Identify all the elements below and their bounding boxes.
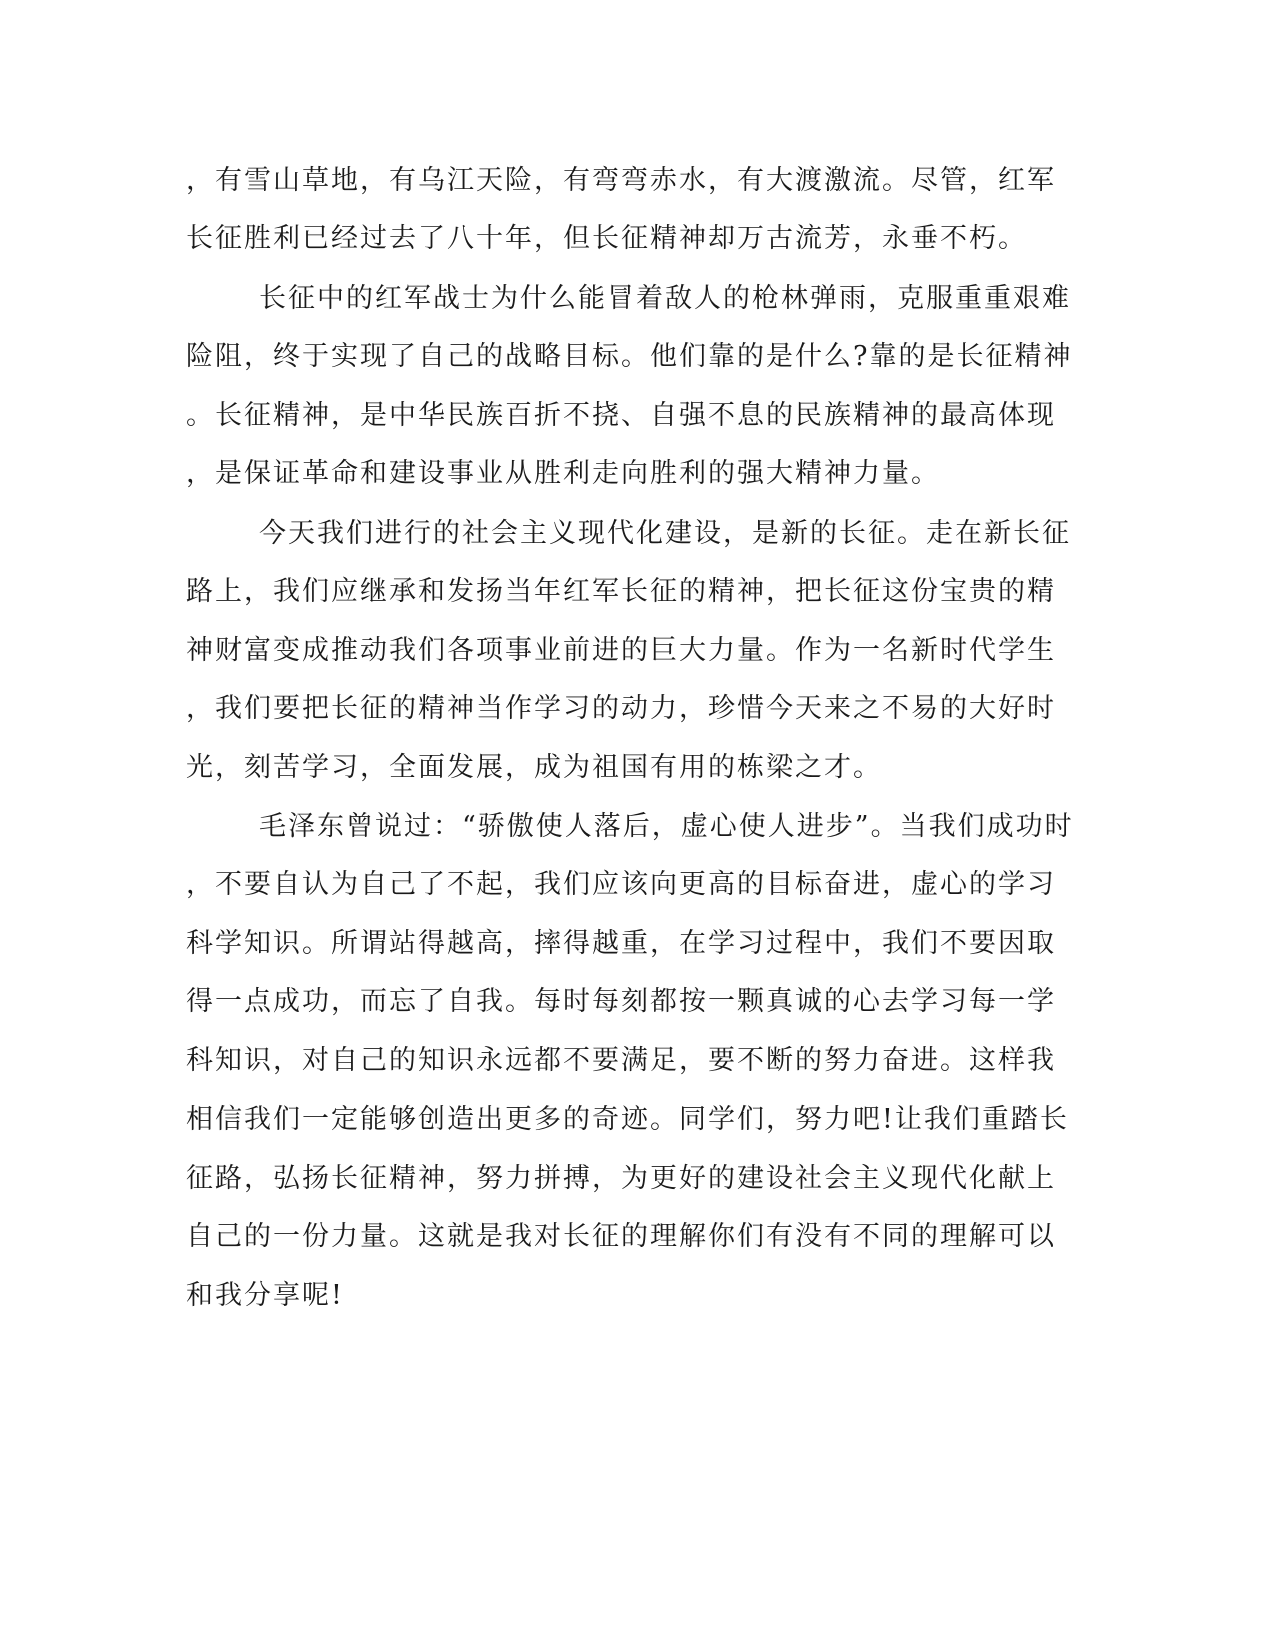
text-line-10: ，我们要把长征的精神当作学习的动力，珍惜今天来之不易的大好时 bbox=[186, 693, 1056, 724]
text-line-15: 得一点成功，而忘了自我。每时每刻都按一颗真诚的心去学习每一学 bbox=[186, 986, 1056, 1017]
text-line-1: ，有雪山草地，有乌江天险，有弯弯赤水，有大渡激流。尽管，红军 bbox=[186, 165, 1056, 196]
text-line-17: 相信我们一定能够创造出更多的奇迹。同学们，努力吧!让我们重踏长 bbox=[186, 1104, 1069, 1135]
paragraph-first-line: 今天我们进行的社会主义现代化建设，是新的长征。走在新长征 bbox=[259, 518, 1071, 549]
text-line-19: 自己的一份力量。这就是我对长征的理解你们有没有不同的理解可以 bbox=[186, 1221, 1056, 1252]
text-line-8: 路上，我们应继承和发扬当年红军长征的精神，把长征这份宝贵的精 bbox=[186, 576, 1056, 607]
text-line-20: 和我分享呢! bbox=[186, 1280, 344, 1311]
text-line-16: 科知识，对自己的知识永远都不要满足，要不断的努力奋进。这样我 bbox=[186, 1045, 1056, 1076]
text-line-13: ，不要自认为自己了不起，我们应该向更高的目标奋进，虚心的学习 bbox=[186, 869, 1056, 900]
text-line-11: 光，刻苦学习，全面发展，成为祖国有用的栋梁之才。 bbox=[186, 752, 882, 783]
text-line-18: 征路，弘扬长征精神，努力拼搏，为更好的建设社会主义现代化献上 bbox=[186, 1163, 1056, 1194]
text-line-5: 。长征精神，是中华民族百折不挠、自强不息的民族精神的最高体现 bbox=[186, 400, 1056, 431]
text-line-2: 长征胜利已经过去了八十年，但长征精神却万古流芳，永垂不朽。 bbox=[186, 223, 1027, 254]
text-line-14: 科学知识。所谓站得越高，摔得越重，在学习过程中，我们不要因取 bbox=[186, 928, 1056, 959]
text-line-4: 险阻，终于实现了自己的战略目标。他们靠的是什么?靠的是长征精神 bbox=[186, 341, 1073, 372]
text-line-9: 神财富变成推动我们各项事业前进的巨大力量。作为一名新时代学生 bbox=[186, 635, 1056, 666]
paragraph-first-line: 毛泽东曾说过：“骄傲使人落后，虚心使人进步”。当我们成功时 bbox=[259, 811, 1074, 842]
text-line-6: ，是保证革命和建设事业从胜利走向胜利的强大精神力量。 bbox=[186, 458, 940, 489]
paragraph-first-line: 长征中的红军战士为什么能冒着敌人的枪林弹雨，克服重重艰难 bbox=[259, 283, 1071, 314]
